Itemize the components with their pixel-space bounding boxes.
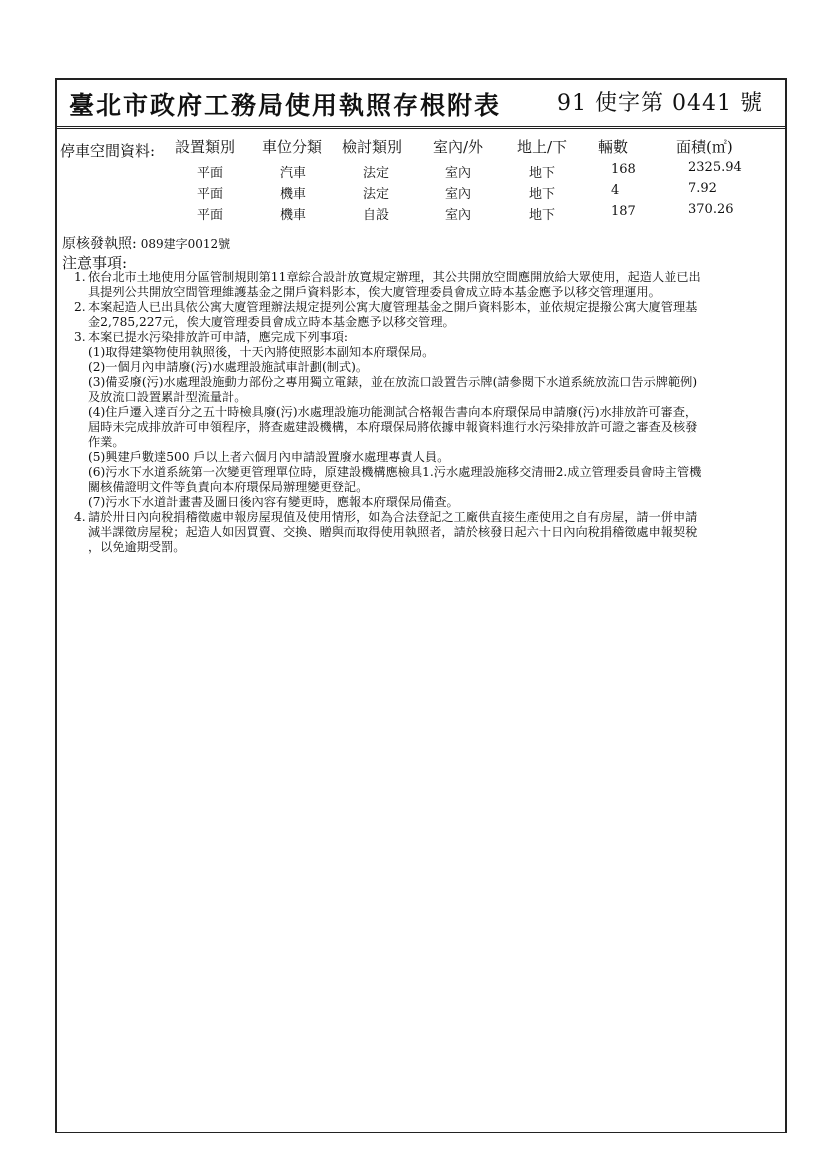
original-license-value: 089建字0012號 — [140, 237, 231, 251]
table-cell: 地下 — [529, 187, 556, 202]
note-item — [62, 300, 790, 330]
note-line: (7)污水下水道計畫書及圖日後內容有變更時，應報本府環保局備查。 — [88, 495, 459, 509]
note-item — [62, 270, 790, 300]
note-line: (1)取得建築物使用執照後，十天內將使照影本副知本府環保局。 — [88, 345, 435, 359]
table-cell: 法定 — [363, 187, 390, 202]
col-header-category: 設置類別 — [175, 138, 236, 156]
table-cell: 平面 — [197, 208, 224, 223]
note-line: 及放流口設置累計型流量計。 — [88, 390, 247, 404]
col-header-area: 面積(㎡) — [676, 138, 733, 156]
col-header-review-type: 檢討類別 — [342, 138, 403, 156]
notes-list — [62, 270, 790, 555]
table-cell: 室內 — [445, 166, 472, 181]
col-header-space-type: 車位分類 — [262, 138, 323, 156]
table-cell: 室內 — [445, 208, 472, 223]
note-line: (6)污水下水道系統第一次變更管理單位時，原建設機構應檢具1.污水處理設施移交清冊2.成立管理委員會時主管機 — [88, 465, 702, 479]
notes-title: 注意事項: — [62, 254, 128, 272]
document-title: 臺北市政府工務局使用執照存根附表 — [69, 91, 502, 120]
note-number: 2. — [74, 300, 86, 314]
table-cell: 地下 — [529, 208, 556, 223]
note-line: (4)住戶遷入達百分之五十時檢具廢(污)水處理設施功能測試合格報告書向本府環保局申請廢(污)水排放許可審查， — [88, 405, 698, 419]
table-cell: 地下 — [529, 166, 556, 181]
document-header — [55, 78, 785, 129]
original-license — [62, 233, 230, 253]
note-line: 屆時未完成排放許可申領程序，將查處建設機構，本府環保局將依據申報資料進行水污染排放許可證之審查及核發 — [88, 420, 698, 434]
note-line: 具提列公共開放空間管理維護基金之開戶資料影本，俟大廈管理委員會成立時本基金應予以移交管理運用。 — [88, 285, 661, 299]
table-cell: 2325.94 — [688, 160, 742, 175]
document-number: 91 使字第 0441 號 — [557, 91, 763, 116]
note-number: 4. — [74, 510, 86, 524]
note-line: 減半課徵房屋稅；起造人如因買賣、交換、贈與而取得使用執照者，請於核發日起六十日內向稅捐稽徵處申報契稅 — [88, 525, 698, 539]
original-license-label: 原核發執照: — [62, 236, 137, 252]
note-item — [62, 330, 790, 510]
table-cell: 187 — [611, 204, 636, 219]
table-cell: 機車 — [280, 187, 307, 202]
col-header-indoor-outdoor: 室內/外 — [433, 138, 484, 156]
note-number: 1. — [74, 270, 86, 284]
note-number: 3. — [74, 330, 86, 344]
table-cell: 平面 — [197, 187, 224, 202]
table-cell: 7.92 — [688, 181, 717, 196]
table-cell: 4 — [611, 183, 620, 198]
table-cell: 370.26 — [688, 202, 734, 217]
table-cell: 168 — [611, 162, 636, 177]
note-item — [62, 510, 790, 555]
parking-label: 停車空間資料: — [60, 142, 156, 160]
note-line: 請於卅日內向稅捐稽徵處申報房屋現值及使用情形，如為合法登記之工廠供直接生產使用之自有房屋，請一併申請 — [88, 510, 698, 524]
note-line: (3)備妥廢(污)水處理設施動力部份之專用獨立電錶，並在放流口設置告示牌(請參閱下水道系統放流口告示牌範例) — [88, 375, 698, 389]
table-cell: 機車 — [280, 208, 307, 223]
table-cell: 法定 — [363, 166, 390, 181]
table-cell: 室內 — [445, 187, 472, 202]
note-line: 金2,785,227元，俟大廈管理委員會成立時本基金應予以移交管理。 — [88, 315, 455, 329]
table-cell: 平面 — [197, 166, 224, 181]
col-header-above-below: 地上/下 — [517, 138, 568, 156]
note-line: ，以免逾期受罰。 — [88, 540, 186, 554]
note-line: 關核備證明文件等負責向本府環保局辦理變更登記。 — [88, 480, 369, 494]
note-line: 本案起造人已出具依公寓大廈管理辦法規定提列公寓大廈管理基金之開戶資料影本，並依規定提撥公寓大廈管理基 — [88, 300, 698, 314]
col-header-count: 輛數 — [598, 138, 629, 156]
note-line: (2)一個月內申請廢(污)水處理設施試車計劃(制式)。 — [88, 360, 369, 374]
table-cell: 自設 — [363, 208, 390, 223]
table-cell: 汽車 — [280, 166, 307, 181]
note-line: 依台北市土地使用分區管制規則第11章綜合設計放寬規定辦理，其公共開放空間應開放給大眾使用，起造人並已出 — [88, 270, 701, 284]
note-line: (5)興建戶數達500 戶以上者六個月內申請設置廢水處理專責人員。 — [88, 450, 450, 464]
note-line: 本案已提水污染排放許可申請，應完成下列事項: — [88, 330, 349, 344]
note-line: 作業。 — [88, 435, 125, 449]
